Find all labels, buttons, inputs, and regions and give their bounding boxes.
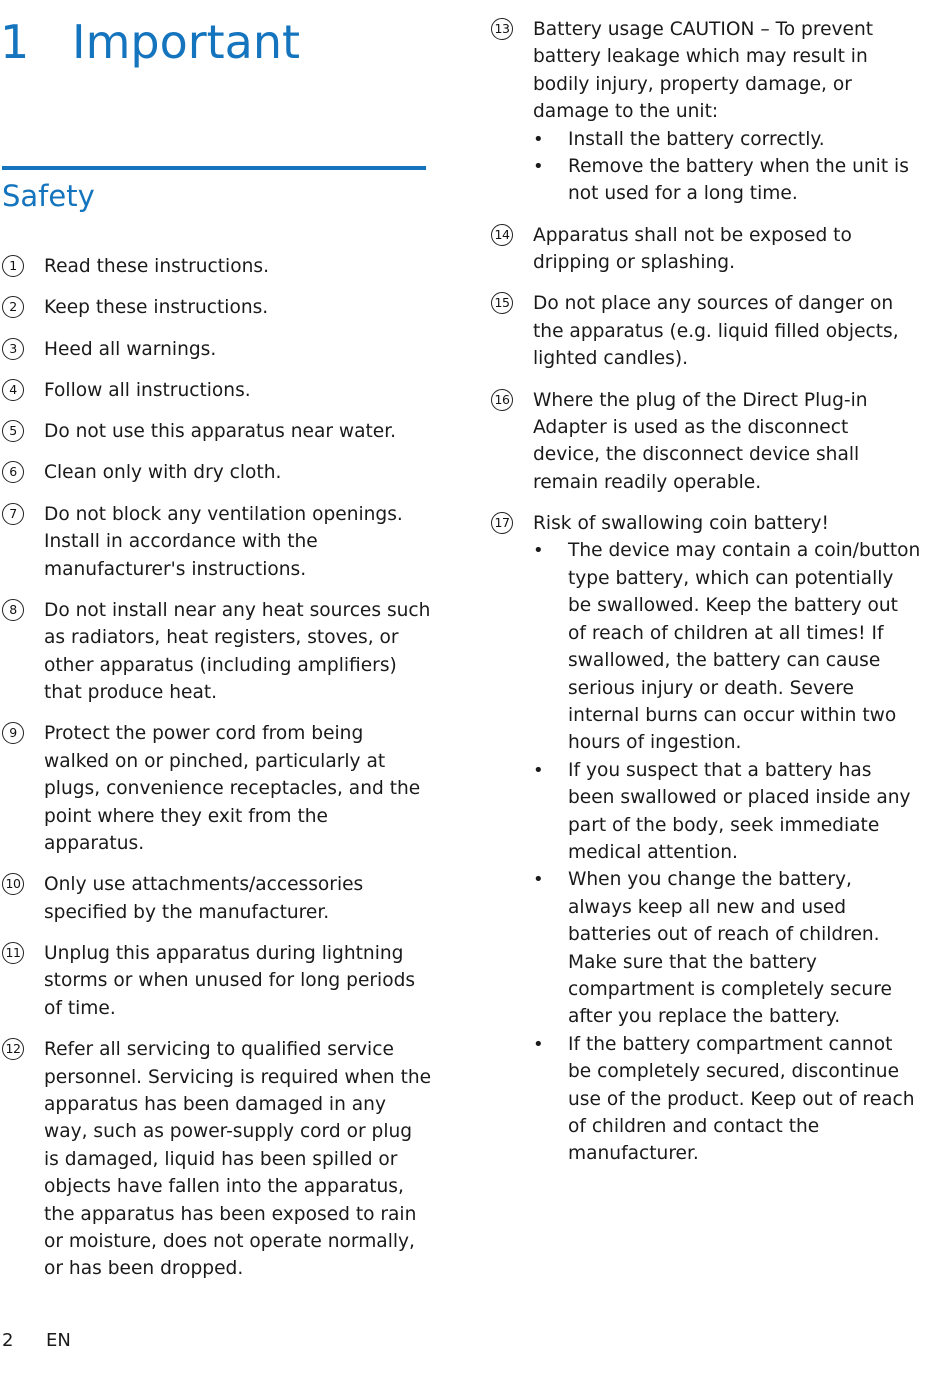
item-text: Protect the power cord from being walked on or pinched, particularly at plugs, convenience receptacles, and the point where they exit from the apparatus. — [44, 723, 421, 855]
page-footer — [2, 1328, 71, 1354]
safety-item — [2, 940, 432, 1022]
bullet-item — [533, 866, 921, 1030]
item-text: Do not place any sources of danger on the apparatus (e.g. liquid filled objects, lighted candles). — [533, 293, 899, 370]
bullet-text: Install the battery correctly. — [568, 128, 825, 150]
page-number: 2 — [2, 1330, 14, 1351]
safety-item — [491, 222, 921, 277]
safety-item — [2, 294, 432, 321]
chapter-heading — [0, 12, 300, 72]
bullet-glyph: • — [533, 540, 544, 562]
item-text: Risk of swallowing coin battery! — [533, 513, 829, 535]
safety-item — [491, 387, 921, 497]
item-number-badge: 6 — [2, 461, 24, 483]
safety-item — [2, 720, 432, 857]
item-text: Read these instructions. — [44, 256, 269, 277]
bullet-item — [533, 126, 921, 153]
item-number-badge: 2 — [2, 296, 24, 318]
bullet-list — [533, 126, 921, 208]
safety-item — [2, 501, 432, 583]
bullet-item — [533, 1031, 921, 1168]
safety-item — [2, 253, 432, 280]
item-text: Unplug this apparatus during lightning storms or when unused for long periods of time. — [44, 943, 416, 1019]
safety-item — [2, 597, 432, 707]
section-divider — [2, 166, 426, 170]
item-text: Heed all warnings. — [44, 338, 217, 360]
item-number-badge: 13 — [491, 18, 513, 40]
bullet-glyph: • — [533, 759, 544, 781]
bullet-text: If you suspect that a battery has been swallowed or placed inside any part of the body, seek immediate medical attention. — [568, 759, 911, 863]
item-number-badge: 15 — [491, 292, 513, 314]
language-code: EN — [46, 1330, 71, 1351]
chapter-title: Important — [72, 15, 301, 69]
safety-list-left — [2, 253, 432, 1297]
item-text: Follow all instructions. — [44, 379, 251, 401]
safety-item — [2, 418, 432, 445]
safety-item — [491, 16, 921, 208]
bullet-text: If the battery compartment cannot be completely secured, discontinue use of the product. Keep out of reach of children and contact the manufacturer. — [568, 1033, 915, 1165]
item-text: Where the plug of the Direct Plug-in Adapter is used as the disconnect device, the disconnect device shall remain readily operable. — [533, 389, 868, 493]
bullet-text: When you change the battery, always keep all new and used batteries out of reach of children. Make sure that the battery compartment is completely secure after you replace the battery. — [568, 869, 892, 1028]
bullet-list — [533, 537, 921, 1167]
item-number-badge: 12 — [2, 1038, 24, 1060]
bullet-item — [533, 153, 921, 208]
safety-item — [2, 377, 432, 404]
item-number-badge: 5 — [2, 420, 24, 442]
item-number-badge: 10 — [2, 873, 24, 895]
item-number-badge: 14 — [491, 224, 513, 246]
bullet-text: Remove the battery when the unit is not used for a long time. — [568, 156, 909, 205]
bullet-text: The device may contain a coin/button type battery, which can potentially be swallowed. Keep the battery out of reach of children at all times! If swallowed, the battery can cause serious injury or death. Severe internal burns can occur within two hours of ingestion. — [568, 540, 921, 754]
item-text: Only use attachments/accessories specified by the manufacturer. — [44, 874, 364, 923]
safety-item — [2, 336, 432, 363]
bullet-glyph: • — [533, 1033, 544, 1055]
item-number-badge: 11 — [2, 942, 24, 964]
item-text: Do not use this apparatus near water. — [44, 421, 397, 443]
bullet-item — [533, 757, 921, 867]
item-text: Keep these instructions. — [44, 297, 269, 319]
item-number-badge: 17 — [491, 512, 513, 534]
item-number-badge: 9 — [2, 722, 24, 744]
bullet-glyph: • — [533, 869, 544, 891]
item-number-badge: 7 — [2, 503, 24, 525]
bullet-glyph: • — [533, 128, 544, 150]
safety-item — [2, 1036, 432, 1283]
bullet-glyph: • — [533, 156, 544, 178]
item-number-badge: 4 — [2, 379, 24, 401]
section-title: Safety — [2, 179, 95, 213]
safety-list-right — [491, 16, 921, 1182]
bullet-item — [533, 537, 921, 756]
item-text: Battery usage CAUTION – To prevent battery leakage which may result in bodily injury, property damage, or damage to the unit: — [533, 19, 874, 123]
item-text: Refer all servicing to qualified service personnel. Servicing is required when the apparatus has been damaged in any way, such as power-supply cord or plug is damaged, liquid has been spilled or objects have fallen into the apparatus, the apparatus has been exposed to rain or moisture, does not operate normally, or has been dropped. — [44, 1039, 432, 1280]
item-text: Apparatus shall not be exposed to dripping or splashing. — [533, 224, 852, 274]
safety-item — [2, 871, 432, 926]
item-text: Clean only with dry cloth. — [44, 462, 282, 484]
item-number-badge: 1 — [2, 255, 24, 277]
item-text: Do not block any ventilation openings. Install in accordance with the manufacturer's instructions. — [44, 503, 403, 580]
item-number-badge: 3 — [2, 338, 24, 360]
safety-item — [491, 290, 921, 372]
item-text: Do not install near any heat sources such as radiators, heat registers, stoves, or other apparatus (including amplifiers) that produce heat. — [44, 599, 431, 704]
safety-item — [491, 510, 921, 1168]
chapter-number: 1 — [0, 15, 30, 69]
safety-item — [2, 459, 432, 486]
item-number-badge: 16 — [491, 389, 513, 411]
item-number-badge: 8 — [2, 599, 24, 621]
